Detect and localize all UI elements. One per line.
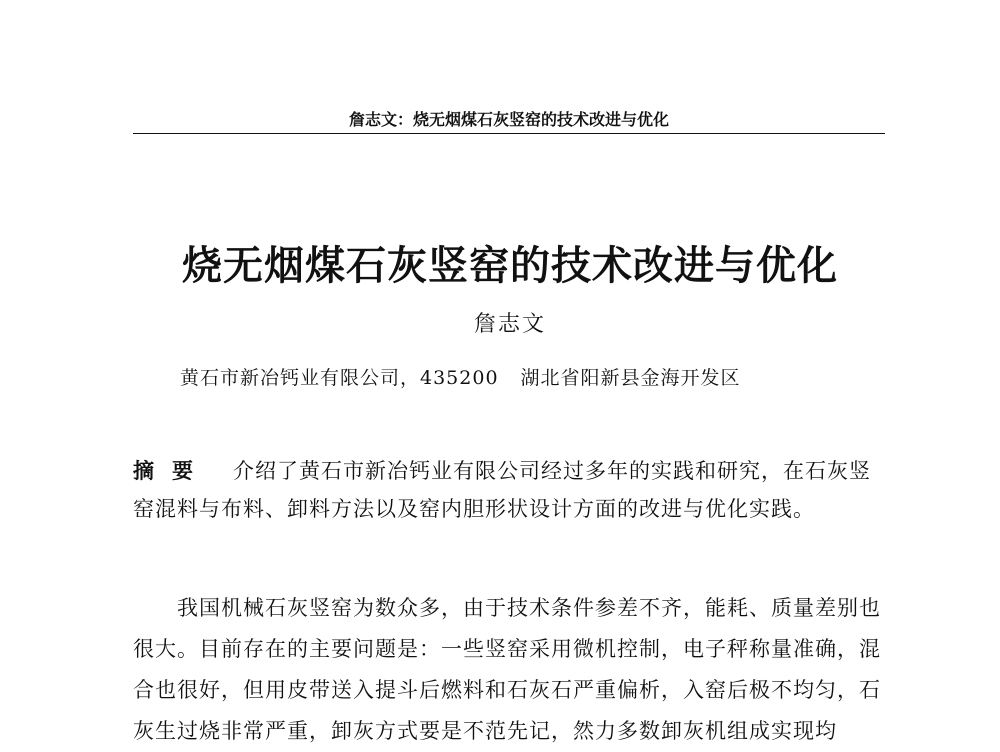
affiliation-company: 黄石市新冶钙业有限公司，435200 bbox=[180, 367, 499, 389]
abstract bbox=[133, 452, 887, 528]
body-paragraph: 我国机械石灰竖窑为数众多，由于技术条件参差不齐，能耗、质量差别也很大。目前存在的主要问题是：一些竖窑采用微机控制，电子秤称量准确，混合也很好，但用皮带送入提斗后燃料和石灰石严重偏析，入窑后极不均匀，石灰生过烧非常严重，卸灰方式要是不范先记，然力多数卸灰机组成实现均 bbox=[133, 596, 881, 743]
affiliation bbox=[180, 363, 880, 393]
abstract-text: 介绍了黄石市新冶钙业有限公司经过多年的实践和研究，在石灰竖窑混料与布料、卸料方法以及窑内胆形状设计方面的改进与优化实践。 bbox=[133, 459, 871, 521]
abstract-label: 摘要 bbox=[133, 458, 211, 483]
header-rule bbox=[133, 133, 885, 134]
affiliation-location: 湖北省阳新县金海开发区 bbox=[520, 367, 741, 389]
paper-title: 烧无烟煤石灰竖窑的技术改进与优化 bbox=[182, 242, 838, 289]
running-head: 詹志文：烧无烟煤石灰竖窑的技术改进与优化 bbox=[348, 110, 669, 129]
author-name: 詹志文 bbox=[473, 312, 546, 337]
